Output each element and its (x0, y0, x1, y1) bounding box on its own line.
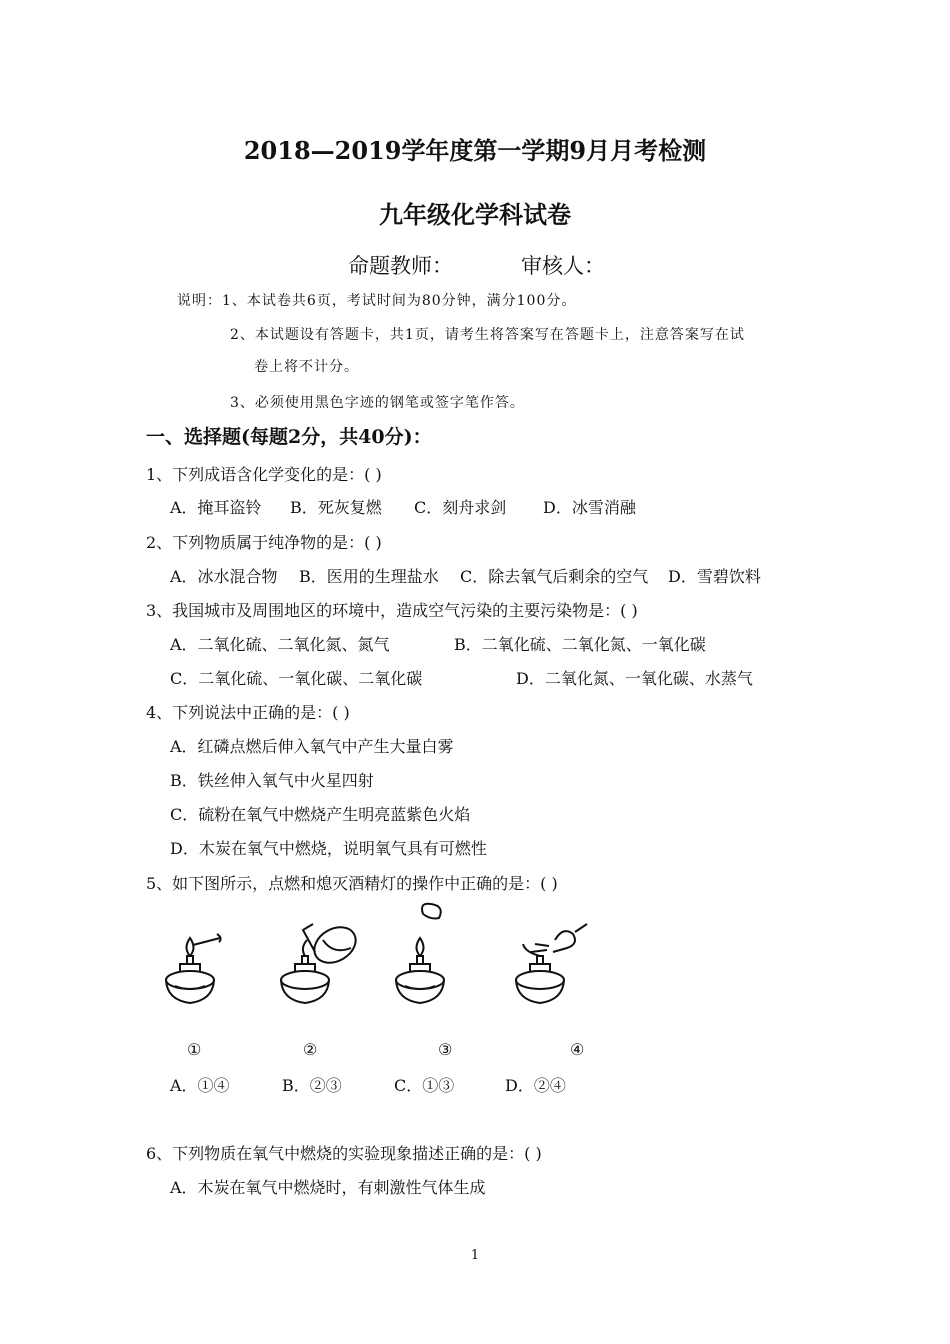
page-number: 1 (470, 1248, 480, 1263)
q4-option-a: A．红磷点燃后伸入氧气中产生大量白雾 (170, 737, 454, 756)
lamp-4-drawing (516, 924, 587, 1003)
reviewer-label: 审核人： (521, 254, 605, 278)
q4-option-c: C．硫粉在氧气中燃烧产生明亮蓝紫色火焰 (170, 805, 471, 824)
figure-label-2: ② (303, 1040, 318, 1059)
q2-option-a: A．冰水混合物 (170, 567, 278, 586)
exam-subtitle: 九年级化学科试卷 (379, 200, 571, 229)
staff-line (348, 250, 605, 280)
lamp-2-drawing (281, 920, 362, 1003)
q5-option-a: A．①④ (170, 1076, 230, 1095)
q4-option-d: D．木炭在氧气中燃烧，说明氧气具有可燃性 (170, 839, 487, 858)
q6-option-a: A．木炭在氧气中燃烧时，有刺激性气体生成 (170, 1178, 486, 1197)
q1-option-a: A．掩耳盗铃 (170, 498, 262, 517)
alcohol-lamp-figure (155, 900, 615, 1025)
q2-option-b: B．医用的生理盐水 (299, 567, 439, 586)
exam-title: 2018—2019学年度第一学期9月月考检测 (243, 136, 707, 165)
q1-option-c: C．刻舟求剑 (414, 498, 507, 517)
q3-option-b: B．二氧化硫、二氧化氮、一氧化碳 (454, 635, 706, 654)
question-5-stem: 5、如下图所示，点燃和熄灭酒精灯的操作中正确的是：( ) (146, 874, 558, 893)
note-2: 2、本试题设有答题卡，共1页，请考生将答案写在答题卡上，注意答案写在试 (230, 327, 745, 343)
q2-option-c: C．除去氧气后剩余的空气 (460, 567, 649, 586)
q3-option-d: D．二氧化氮、一氧化碳、水蒸气 (516, 669, 753, 688)
note-2-cont: 卷上将不计分。 (254, 359, 359, 375)
setter-label: 命题教师： (348, 254, 453, 278)
question-6-stem: 6、下列物质在氧气中燃烧的实验现象描述正确的是：( ) (146, 1144, 542, 1163)
q5-option-c: C．①③ (394, 1076, 455, 1095)
figure-label-3: ③ (438, 1040, 453, 1059)
q3-option-a: A．二氧化硫、二氧化氮、氮气 (170, 635, 390, 654)
q4-option-b: B．铁丝伸入氧气中火星四射 (170, 771, 374, 790)
question-2-stem: 2、下列物质属于纯净物的是：( ) (146, 533, 382, 552)
lamp-1-drawing (166, 934, 221, 1003)
note-3: 3、必须使用黑色字迹的钢笔或签字笔作答。 (230, 395, 525, 411)
question-3-stem: 3、我国城市及周围地区的环境中，造成空气污染的主要污染物是：( ) (146, 601, 638, 620)
figure-label-1: ① (187, 1040, 202, 1059)
note-1: 说明：1、本试卷共6页，考试时间为80分钟，满分100分。 (177, 293, 577, 309)
q1-option-b: B．死灰复燃 (290, 498, 382, 517)
q1-option-d: D．冰雪消融 (543, 498, 636, 517)
q5-option-d: D．②④ (505, 1076, 566, 1095)
question-4-stem: 4、下列说法中正确的是：( ) (146, 703, 350, 722)
figure-label-4: ④ (570, 1040, 585, 1059)
question-1-stem: 1、下列成语含化学变化的是：( ) (146, 465, 382, 484)
q5-option-b: B．②③ (282, 1076, 342, 1095)
lamp-3-drawing (396, 904, 444, 1003)
q2-option-d: D．雪碧饮料 (668, 567, 761, 586)
q3-option-c: C．二氧化硫、一氧化碳、二氧化碳 (170, 669, 423, 688)
section-title: 一、选择题(每题2分，共40分)： (146, 426, 432, 448)
